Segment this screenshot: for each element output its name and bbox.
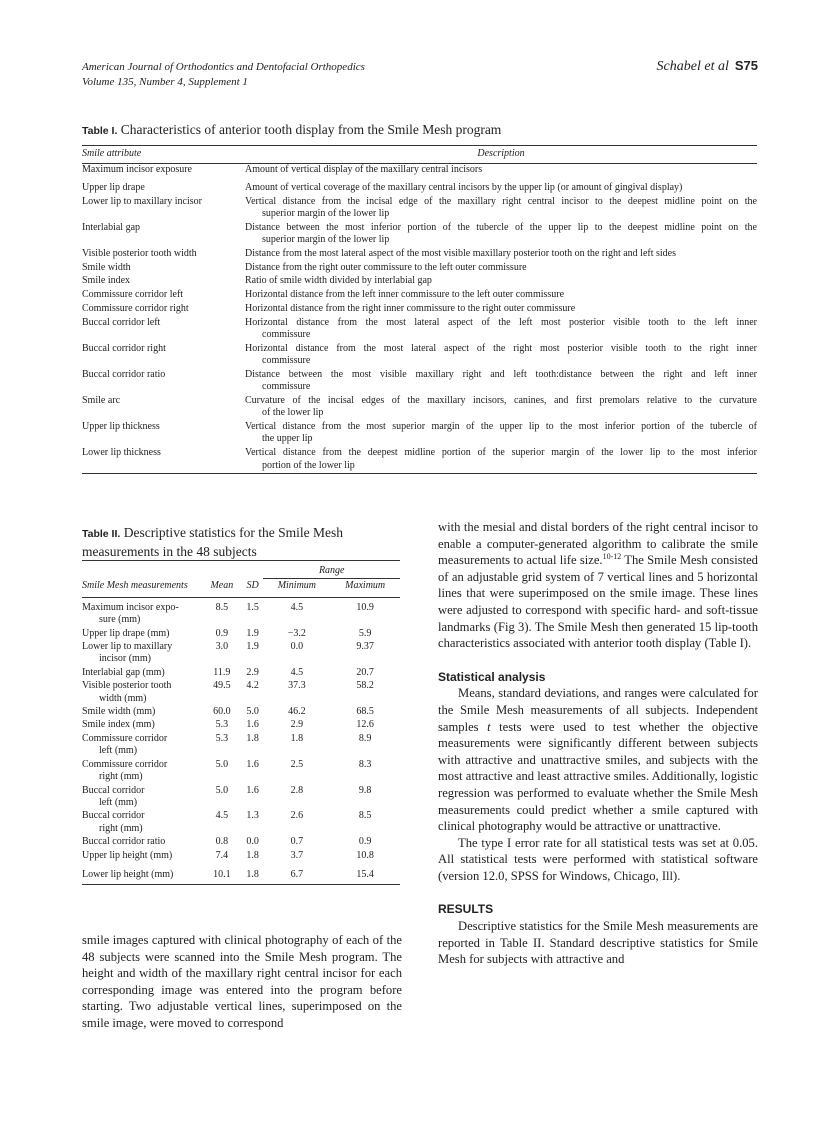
mean-cell: 0.8 — [215, 836, 229, 848]
description-line: commissure — [262, 355, 311, 367]
sd-cell: 1.9 — [246, 627, 259, 639]
max-cell: 20.7 — [356, 666, 374, 678]
min-cell: 1.8 — [290, 732, 304, 744]
measurement-cell: Visible posterior tooth width (mm) — [82, 680, 172, 704]
max-cell: 68.5 — [356, 706, 374, 718]
paragraph: with the mesial and distal borders of the right central incisor to enable a computer-generated algorithm to calibrate the smile measurements to actual life size.$^{10-12}$ The Smile Mesh consisted of an adjustable grid system of 7 vertical lines and 5 horizontal lines that were superimposed on the smile image. These lines were adjusted to correspond with specific hard- and soft-tissue landmarks (Fig 3). The Smile Mesh then generated 15 lip-tooth characteristics associated with anterior tooth display (Table I). — [438, 520, 758, 651]
min-cell: 46.2 — [288, 706, 306, 718]
table1-row — [82, 196, 757, 222]
description-line: Distance between the most visible maxillary right and left tooth:distance between the right and left inner — [245, 368, 757, 380]
description-line: Distance between the most inferior portion of the tubercle of the upper lip to the deepest midline point on the — [245, 221, 757, 233]
max-cell: 9.8 — [358, 784, 372, 796]
table2-row — [82, 706, 400, 719]
attribute-cell: Smile arc — [82, 394, 121, 406]
measurement-cell: Upper lip drape (mm) — [82, 627, 170, 639]
page-number: S75 — [734, 58, 758, 73]
table2-row — [82, 597, 400, 627]
attribute-cell: Interlabial gap — [82, 221, 141, 233]
sd-cell: 1.5 — [246, 601, 259, 613]
measurement-cell: Buccal corridor right (mm) — [82, 810, 145, 834]
min-cell: 3.7 — [290, 849, 304, 861]
sd-cell: 1.8 — [246, 849, 259, 861]
min-cell: 6.7 — [290, 868, 304, 880]
description-line: superior margin of the lower lip — [262, 208, 390, 220]
min-cell: 2.6 — [290, 810, 304, 822]
description-line: Curvature of the incisal edges of the maxillary incisors, canines, and first premolars relative to the curvature — [245, 394, 757, 406]
description-line: Ratio of smile width divided by interlabial gap — [245, 275, 432, 287]
description-line: Vertical distance from the incisal edge of the maxillary right central incisor to the deepest midline point on the — [245, 195, 757, 207]
paragraph: smile images captured with clinical photography of each of the 48 subjects were scanned into the Smile Mesh program. The height and width of the maxillary right central incisor for each corresponding image was entered into the program before starting. Two adjustable vertical lines, superimposed on the smile image, were moved to correspond — [82, 933, 402, 1030]
min-cell: 37.3 — [288, 680, 306, 692]
attribute-cell: Buccal corridor left — [82, 316, 161, 328]
description-cell — [245, 303, 757, 317]
attribute-cell: Visible posterior tooth width — [82, 248, 197, 260]
mean-cell: 7.4 — [215, 849, 229, 861]
table1-caption — [82, 122, 501, 138]
table1-row — [82, 421, 757, 447]
mean-cell: 60.0 — [213, 706, 231, 718]
description-cell — [245, 317, 757, 343]
description-line: Horizontal distance from the left inner commissure to the left outer commissure — [245, 289, 565, 301]
min-cell: 4.5 — [290, 666, 304, 678]
description-line: of the lower lip — [262, 407, 324, 419]
measurement-cell: Buccal corridor ratio — [82, 836, 166, 848]
min-cell: 0.0 — [290, 641, 304, 653]
measurement-cell: Upper lip height (mm) — [82, 849, 173, 861]
sd-cell: 1.6 — [246, 719, 259, 731]
mean-cell: 5.0 — [215, 784, 229, 796]
table2-col-mean: Mean — [202, 579, 242, 597]
attribute-cell: Commissure corridor left — [82, 289, 184, 301]
table1-row — [82, 369, 757, 395]
attribute-cell: Smile width — [82, 261, 131, 273]
section-heading-statistical-analysis: Statistical analysis — [438, 669, 546, 684]
sd-cell: 1.9 — [246, 641, 259, 653]
sd-cell: 5.0 — [246, 706, 259, 718]
mean-cell: 10.1 — [213, 868, 231, 880]
description-cell — [245, 262, 757, 276]
max-cell: 10.8 — [356, 849, 374, 861]
measurement-cell: Maximum incisor expo- sure (mm) — [82, 601, 179, 626]
table1-row — [82, 289, 757, 303]
section-heading-results: RESULTS — [438, 902, 494, 917]
mean-cell: 5.3 — [215, 719, 229, 731]
table2-row — [82, 719, 400, 732]
max-cell: 10.9 — [356, 601, 374, 613]
description-line: Horizontal distance from the most lateral aspect of the left most posterior visible tooth to the left inner — [245, 316, 757, 328]
min-cell: 2.5 — [290, 758, 304, 770]
table1-row — [82, 303, 757, 317]
attribute-cell: Maximum incisor exposure — [82, 164, 192, 176]
table2 — [82, 560, 400, 885]
description-line: portion of the lower lip — [262, 459, 355, 471]
table2-col-measurement: Smile Mesh measurements — [82, 561, 202, 598]
measurement-cell: Commissure corridor right (mm) — [82, 758, 168, 783]
description-line: commissure — [262, 381, 311, 393]
running-header-journal — [82, 60, 365, 90]
attribute-cell: Buccal corridor right — [82, 342, 166, 354]
attribute-cell: Upper lip drape — [82, 182, 145, 194]
measurement-cell: Interlabial gap (mm) — [82, 666, 165, 678]
max-cell: 8.5 — [358, 810, 372, 822]
paragraph: Means, standard deviations, and ranges were calculated for the Smile Mesh measurements of all subjects. Independent samples t tests were used to test whether the objective measurements were significantly different between subjects with attractive and unattractive smiles, and subjects with the most attractive and least attractive smiles. Additionally, logistic regression was performed to evaluate whether the Smile Mesh measurements could predict whether a smile captured with clinical photography would be attractive or unattractive. — [438, 686, 758, 834]
description-line: Distance from the right outer commissure to the left outer commissure — [245, 261, 527, 273]
max-cell: 15.4 — [356, 868, 374, 880]
description-line: Vertical distance from the deepest midline portion of the superior margin of the lower lip to the most inferior — [245, 447, 757, 459]
mean-cell: 49.5 — [213, 680, 231, 692]
table2-caption — [82, 524, 400, 560]
description-line: Horizontal distance from the right inner commissure to the right outer commissure — [245, 302, 576, 314]
running-header-page — [657, 58, 758, 75]
paragraph: The type I error rate for all statistical tests was set at 0.05. All statistical tests were performed with statistical software (version 12.0, SPSS for Windows, Chicago, Ill). — [438, 835, 758, 883]
right-column-text — [438, 519, 758, 968]
table1-row — [82, 164, 757, 178]
table1 — [82, 145, 757, 474]
table2-col-range: Range — [263, 561, 400, 579]
description-cell — [245, 447, 757, 474]
table2-row — [82, 680, 400, 706]
mean-cell: 5.0 — [215, 758, 229, 770]
description-line: commissure — [262, 328, 311, 340]
min-cell: −3.2 — [287, 627, 306, 639]
measurement-cell: Smile index (mm) — [82, 719, 155, 731]
description-line: Vertical distance from the most superior margin of the upper lip to the most inferior portion of the tubercle of — [245, 420, 757, 432]
table2-row — [82, 759, 400, 785]
table1-row — [82, 248, 757, 262]
measurement-cell: Buccal corridor left (mm) — [82, 784, 145, 808]
measurement-cell: Lower lip height (mm) — [82, 868, 174, 880]
description-cell — [245, 248, 757, 262]
sd-cell: 1.6 — [246, 784, 259, 796]
max-cell: 58.2 — [356, 680, 374, 692]
table1-row — [82, 222, 757, 248]
description-line: the upper lip — [262, 433, 313, 445]
measurement-cell: Lower lip to maxillary incisor (mm) — [82, 641, 173, 665]
table2-label: Table II. — [82, 528, 121, 540]
sd-cell: 0.0 — [246, 836, 259, 848]
measurement-cell: Smile width (mm) — [82, 706, 156, 718]
reference: 10-12 — [602, 552, 622, 561]
mean-cell: 11.9 — [213, 666, 231, 678]
description-line: Amount of vertical display of the maxillary central incisors — [245, 164, 483, 176]
mean-cell: 8.5 — [215, 601, 229, 613]
table1-label: Table I. — [82, 125, 118, 137]
table2-row — [82, 733, 400, 759]
min-cell: 2.9 — [290, 719, 304, 731]
description-cell — [245, 178, 757, 196]
sd-cell: 2.9 — [246, 666, 259, 678]
table1-row — [82, 178, 757, 196]
table2-col-sd: SD — [242, 579, 264, 597]
attribute-cell: Smile index — [82, 275, 131, 287]
table1-row — [82, 317, 757, 343]
table1-col-attribute: Smile attribute — [82, 146, 245, 164]
table2-row — [82, 667, 400, 680]
sd-cell: 1.6 — [246, 758, 259, 770]
table2-col-min: Minimum — [263, 579, 330, 597]
sd-cell: 1.8 — [246, 868, 259, 880]
max-cell: 12.6 — [356, 719, 374, 731]
description-cell — [245, 222, 757, 248]
description-cell — [245, 421, 757, 447]
description-line: Horizontal distance from the most lateral aspect of the right most posterior visible tooth to the right inner — [245, 342, 757, 354]
description-cell — [245, 395, 757, 421]
attribute-cell: Upper lip thickness — [82, 420, 160, 432]
table1-col-description: Description — [245, 146, 757, 164]
min-cell: 0.7 — [290, 836, 304, 848]
attribute-cell: Buccal corridor ratio — [82, 368, 166, 380]
sd-cell: 4.2 — [246, 680, 259, 692]
table2-row — [82, 836, 400, 849]
description-line: superior margin of the lower lip — [262, 234, 390, 246]
mean-cell: 4.5 — [215, 810, 229, 822]
table2-row — [82, 863, 400, 885]
table2-row — [82, 641, 400, 667]
attribute-cell: Commissure corridor right — [82, 302, 189, 314]
sd-cell: 1.3 — [246, 810, 259, 822]
mean-cell: 3.0 — [215, 641, 229, 653]
mean-cell: 5.3 — [215, 732, 229, 744]
journal-name: American Journal of Orthodontics and Dentofacial Orthopedics — [82, 61, 365, 73]
table1-row — [82, 395, 757, 421]
description-cell — [245, 275, 757, 289]
attribute-cell: Lower lip to maxillary incisor — [82, 195, 202, 207]
table2-row — [82, 628, 400, 641]
description-cell — [245, 369, 757, 395]
sd-cell: 1.8 — [246, 732, 259, 744]
left-column-text — [82, 932, 402, 1032]
max-cell: 5.9 — [358, 627, 372, 639]
journal-volume: Volume 135, Number 4, Supplement 1 — [82, 76, 248, 88]
table1-title: Characteristics of anterior tooth display from the Smile Mesh program — [120, 122, 502, 137]
description-cell — [245, 289, 757, 303]
description-line: Amount of vertical coverage of the maxillary central incisors by the upper lip (or amount of gingival display) — [245, 182, 683, 194]
measurement-cell: Commissure corridor left (mm) — [82, 732, 168, 757]
mean-cell: 0.9 — [215, 627, 229, 639]
max-cell: 8.9 — [358, 732, 372, 744]
table2-row — [82, 810, 400, 836]
authors: Schabel et al — [656, 59, 729, 74]
description-cell — [245, 196, 757, 222]
min-cell: 2.8 — [290, 784, 304, 796]
description-cell — [245, 164, 757, 178]
table1-row — [82, 343, 757, 369]
max-cell: 0.9 — [358, 836, 372, 848]
table1-row — [82, 447, 757, 474]
max-cell: 9.37 — [356, 641, 374, 653]
table2-col-max: Maximum — [330, 579, 400, 597]
description-cell — [245, 343, 757, 369]
table2-row — [82, 850, 400, 863]
paragraph: Descriptive statistics for the Smile Mesh measurements are reported in Table II. Standard descriptive statistics for Smile Mesh for subjects with attractive and — [438, 919, 758, 967]
max-cell: 8.3 — [358, 758, 372, 770]
table1-row — [82, 262, 757, 276]
table2-row — [82, 785, 400, 811]
table2-title: Descriptive statistics for the Smile Mesh measurements in the 48 subjects — [82, 525, 344, 559]
table1-row — [82, 275, 757, 289]
attribute-cell: Lower lip thickness — [82, 447, 161, 459]
min-cell: 4.5 — [290, 601, 304, 613]
description-line: Distance from the most lateral aspect of the most visible maxillary posterior tooth on the right and left sides — [245, 248, 677, 260]
